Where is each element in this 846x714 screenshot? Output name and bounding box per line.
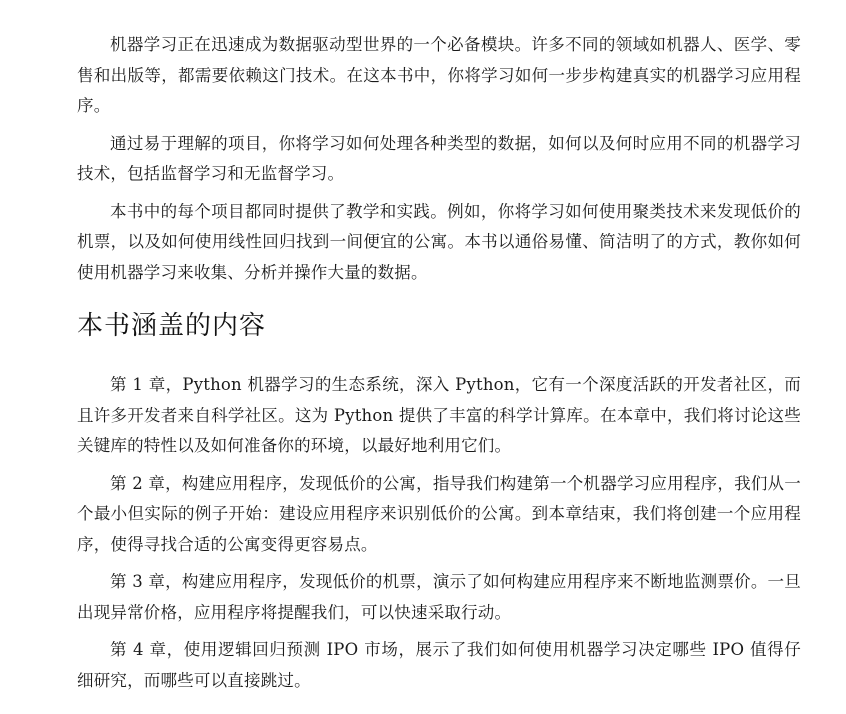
chapter-summary-4: 第 4 章，使用逻辑回归预测 IPO 市场，展示了我们如何使用机器学习决定哪些 IPO 值得仔细研究，而哪些可以直接跳过。 [77, 640, 801, 690]
chapter-summary-3: 第 3 章，构建应用程序，发现低价的机票，演示了如何构建应用程序来不断地监测票价。一旦出现异常价格，应用程序将提醒我们，可以快速采取行动。 [77, 572, 801, 622]
book-page [77, 30, 801, 703]
intro-paragraph: 本书中的每个项目都同时提供了教学和实践。例如，你将学习如何使用聚类技术来发现低价的机票，以及如何使用线性回归找到一间便宜的公寓。本书以通俗易懂、简洁明了的方式，教你如何使用机器学习来收集、分析并操作大量的数据。 [77, 201, 801, 282]
section-heading: 本书涵盖的内容 [77, 311, 267, 341]
chapter-summary-2: 第 2 章，构建应用程序，发现低价的公寓，指导我们构建第一个机器学习应用程序，我们从一个最小但实际的例子开始：建设应用程序来识别低价的公寓。到本章结束，我们将创建一个应用程序，使得寻找合适的公寓变得更容易点。 [77, 473, 801, 554]
intro-paragraph: 机器学习正在迅速成为数据驱动型世界的一个必备模块。许多不同的领域如机器人、医学、零售和出版等，都需要依赖这门技术。在这本书中，你将学习如何一步步构建真实的机器学习应用程序。 [77, 35, 801, 115]
intro-paragraph: 通过易于理解的项目，你将学习如何处理各种类型的数据，如何以及何时应用不同的机器学习技术，包括监督学习和无监督学习。 [77, 133, 801, 183]
chapter-summary-1: 第 1 章，Python 机器学习的生态系统，深入 Python，它有一个深度活跃的开发者社区，而且许多开发者来自科学社区。这为 Python 提供了丰富的科学计算库。在本章中，我们将讨论这些关键库的特性以及如何准备你的环境，以最好地利用它们。 [77, 375, 801, 455]
